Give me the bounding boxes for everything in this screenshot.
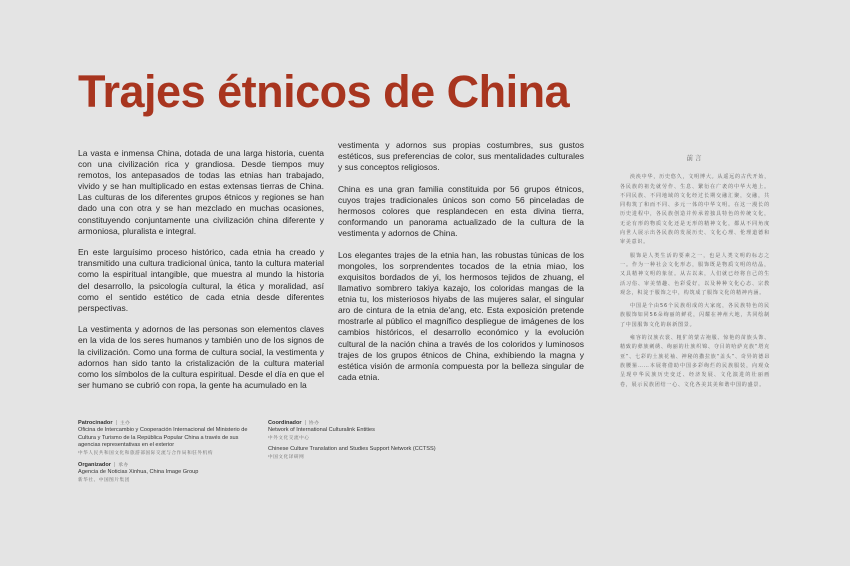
coordinator-cn-1: 中外文化交流中心 xyxy=(268,435,310,441)
chinese-paragraph: 雍容的汉族衣裳、粗犷的蒙古袍服、惊艳的苗族头饰、精致的彝族刺绣、绚丽的壮族织锦、夺目的哈萨克族“塔克亚”、七彩的土族花袖、神秘的撒拉族“盖头”、奇异的德昂族腰箍……本展将借助中国多彩绚烂的民族服装，向观众呈现中华民族历史变迁、经济发展、文化演进的壮丽画卷，展示民族团结一心、文化各美其美和谐中国的盛景。 xyxy=(620,335,770,388)
chinese-preface-title: 前言 xyxy=(686,154,704,162)
sponsor-label: Patrocinador xyxy=(78,420,113,426)
paragraph: En este larguísimo proceso histórico, cada etnia ha creado y transmitido una cultura tradicional única, tanto la cultura material como la espiritual intangible, que muestra al mundo la historia del desarrollo, la psicología cultural, la ética y moralidad, así como el sentido estético de cada etnia desde diferentes perspectivas. xyxy=(78,247,324,313)
coordinator-cn-label: 协办 xyxy=(309,421,320,426)
organizer-credit xyxy=(78,462,258,484)
text-column-2 xyxy=(338,140,584,393)
organizer-cn-label: 承办 xyxy=(118,463,129,469)
paragraph: La vestimenta y adornos de las personas son elementos claves en la vida de los seres humanos y también uno de los signos de la civilización. Como una forma de cultura social, la vestimenta y adornos han sido tanto la cristalización de la cultura material como los símbolos de la cultura espiritual. Desde el día en que el ser humano se cubrió con ropa, la gente ha acumulado en la xyxy=(78,324,324,390)
paragraph: Los elegantes trajes de la etnia han, las robustas túnicas de los mongoles, los sorprendentes tocados de la etnia miao, los exquisitos bordados de yi, los hermosos tejidos de zhuang, el llamativo sombrero takiya kazajo, los coloridas mangas de la etnia tu, los misteriosos hiyabs de las mujeres salar, el singular aro de cintura de la etnia de'ang, etc. Esta exposición pretende mostrarle al público el magnífico despliegue de imágenes de los cambios históricos, el desarrollo económico y la evolución cultural de la nación china a través de los coloridos y luminosos trajes de los grupos étnicos de China, exhibiendo la magna y estética visión de armonía compuesta por la belleza singular de cada etnia. xyxy=(338,249,584,382)
organizer-cn: 新华社、中国图片集团 xyxy=(78,477,130,483)
paragraph: La vasta e inmensa China, dotada de una larga historia, cuenta con una civilización rica y grandiosa. Desde tiempos muy remotos, los antepasados de todas las etnias han trabajado, vivido y se han multiplicado en estas extensas tierras de China. Las culturas de los diferentes grupos étnicos y regiones se han dado una con otra y se han mezclado en muchas ocasiones, constituyendo conjuntamente una civilización china diferente y armoniosa, pluralista e integral. xyxy=(78,148,324,236)
sponsor-cn-label: 主办 xyxy=(119,421,131,426)
organizer-text: Agencia de Noticias Xinhua, China Image Group xyxy=(78,469,199,476)
chinese-paragraph: 泱泱中华，历史悠久，文明博大。从遥远的古代开始，各民族的祖先就劳作、生息、繁衍在广袤的中华大地上。不同民族、不同地域的文化经过长期交融汇聚，交融，共同构筑了和而不同、多元一体的中华文明。在这一漫长的历史进程中，各民族创造并传承着独具特色的传统文化，无论有形的物质文化还是无形的精神文化，都从不同角度向世人展示出各民族的发展历史、文化心理、伦理道德和审美意识。 xyxy=(620,174,770,246)
credits-left xyxy=(78,420,258,489)
sponsor-cn: 中华人民共和国文化和旅游部国际交流与合作局和驻外机构 xyxy=(78,450,214,456)
coordinator-cn-2: 中国文化译研网 xyxy=(268,454,305,460)
separator: | xyxy=(115,420,117,426)
coordinator-credit xyxy=(268,420,458,461)
chinese-paragraph: 中国是个由56个民族组成的大家庭，各民族特色的民族服饰如同56朵绚丽的鲜花，闪耀在神州大地，共同绘制了中国服饰文化的崭新图景。 xyxy=(620,303,770,328)
chinese-paragraph: 服饰是人类生活的要素之一，也是人类文明的标志之一。作为一种社会文化形态，服饰既是物质文明的结晶，又具精神文明的象征。从古以来，人们就已经将自己的生活习俗、审美情趣、色彩爱好，以及种种文化心态、宗教观念，积淀于服饰之中，构筑成了服饰文化的精神内涵。 xyxy=(620,252,770,296)
paragraph: vestimenta y adornos sus propias costumbres, sus gustos estéticos, sus preferencias de color, sus mentalidades culturales y sus conceptos religiosos. xyxy=(338,140,584,173)
chinese-preface-column xyxy=(620,154,770,394)
coordinator-text-2: Chinese Culture Translation and Studies Support Network (CCTSS) xyxy=(268,446,436,453)
sponsor-credit xyxy=(78,420,258,457)
organizer-label: Organizador xyxy=(78,462,111,469)
credits-right xyxy=(268,420,458,466)
separator: | xyxy=(304,420,307,426)
page-title: Trajes étnicos de China xyxy=(78,66,570,117)
coordinator-label: Coordinador xyxy=(268,420,302,426)
paragraph: China es una gran familia constituida por 56 grupos étnicos, cuyos trajes tradicionales únicos son como 56 pinceladas de hermosos colores que resplandecen en esta divina tierra, conformando un panorama actualizado de la cultura de la vestimenta y adornos de China. xyxy=(338,183,584,239)
separator: | xyxy=(113,462,116,469)
text-column-1 xyxy=(78,148,324,401)
sponsor-text: Oficina de Intercambio y Cooperación Internacional del Ministerio de Cultura y Turismo de la República Popular China a través de sus agencias representativas en el exterior xyxy=(78,427,248,449)
coordinator-text-1: Network of International Culturalink Entities xyxy=(268,427,375,434)
